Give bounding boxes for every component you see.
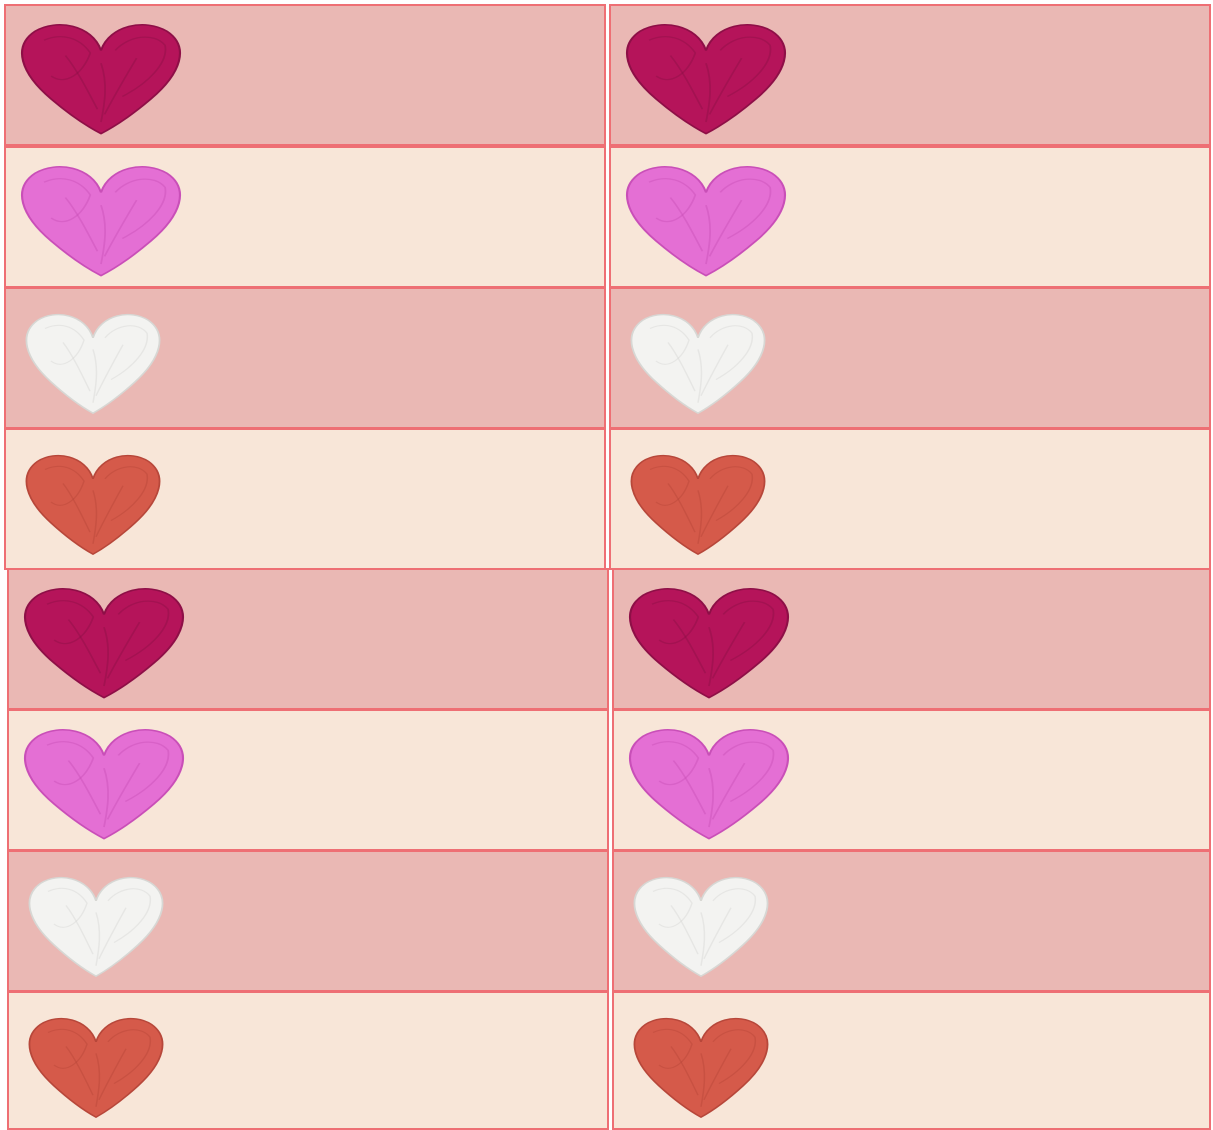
heart-icon xyxy=(18,303,168,419)
label-magenta xyxy=(609,4,1211,146)
heart-icon xyxy=(12,154,190,282)
heart-icon xyxy=(626,1007,776,1123)
heart-icon xyxy=(21,1007,171,1123)
label-white xyxy=(4,287,606,429)
heart-icon xyxy=(623,444,773,560)
label-pink xyxy=(7,709,609,851)
label-coral xyxy=(609,428,1211,570)
heart-icon xyxy=(12,12,190,140)
heart-icon xyxy=(620,576,798,704)
label-coral xyxy=(612,991,1211,1130)
heart-icon xyxy=(617,154,795,282)
label-coral xyxy=(4,428,606,570)
heart-icon xyxy=(15,717,193,845)
heart-icon xyxy=(617,12,795,140)
heart-icon xyxy=(626,866,776,982)
heart-icon xyxy=(623,303,773,419)
label-magenta xyxy=(7,568,609,710)
label-magenta xyxy=(4,4,606,146)
label-pink xyxy=(609,146,1211,288)
label-white xyxy=(612,850,1211,992)
label-white xyxy=(7,850,609,992)
label-magenta xyxy=(612,568,1211,710)
heart-icon xyxy=(15,576,193,704)
label-pink xyxy=(612,709,1211,851)
label-coral xyxy=(7,991,609,1130)
heart-icon xyxy=(620,717,798,845)
label-white xyxy=(609,287,1211,429)
heart-icon xyxy=(18,444,168,560)
heart-icon xyxy=(21,866,171,982)
label-pink xyxy=(4,146,606,288)
